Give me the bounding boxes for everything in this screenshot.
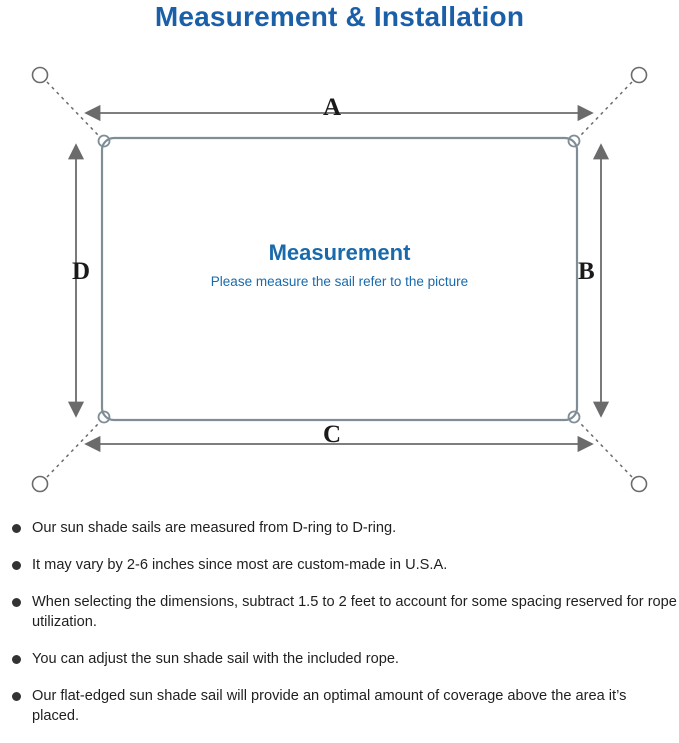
- bullet-icon: [12, 561, 21, 570]
- dimension-label-a: A: [323, 94, 342, 121]
- rope-bottom-right: [581, 424, 632, 477]
- page-title: Measurement & Installation: [154, 1, 525, 32]
- note-text: You can adjust the sun shade sail with the included rope.: [32, 651, 399, 667]
- list-item: [0, 686, 679, 726]
- note-text: When selecting the dimensions, subtract 1.5 to 2 feet to account for some spacing reserved for rope utilization.: [32, 594, 677, 630]
- bullet-icon: [12, 598, 21, 607]
- note-text: It may vary by 2-6 inches since most are custom-made in U.S.A.: [32, 557, 448, 573]
- dimension-label-b: B: [578, 258, 595, 285]
- measurement-diagram: [0, 46, 679, 506]
- list-item: [0, 518, 679, 538]
- dimension-label-c: C: [323, 421, 342, 448]
- rope-bottom-left: [47, 424, 98, 477]
- notes-list: [0, 518, 679, 743]
- rope-top-left: [47, 82, 98, 135]
- note-text: Our sun shade sails are measured from D-ring to D-ring.: [32, 520, 397, 536]
- anchor-point-top-left: [33, 68, 48, 83]
- anchor-point-bottom-right: [632, 477, 647, 492]
- bullet-icon: [12, 655, 21, 664]
- list-item: [0, 592, 679, 632]
- measurement-heading: Measurement: [268, 240, 411, 265]
- bullet-icon: [12, 692, 21, 701]
- anchor-point-bottom-left: [33, 477, 48, 492]
- measurement-subtext: Please measure the sail refer to the picture: [210, 274, 469, 289]
- dimension-label-d: D: [72, 258, 91, 285]
- anchor-point-top-right: [632, 68, 647, 83]
- list-item: [0, 649, 679, 669]
- bullet-icon: [12, 524, 21, 533]
- list-item: [0, 555, 679, 575]
- note-text: Our flat-edged sun shade sail will provide an optimal amount of coverage above the area it’s placed.: [32, 688, 627, 724]
- rope-top-right: [581, 82, 632, 135]
